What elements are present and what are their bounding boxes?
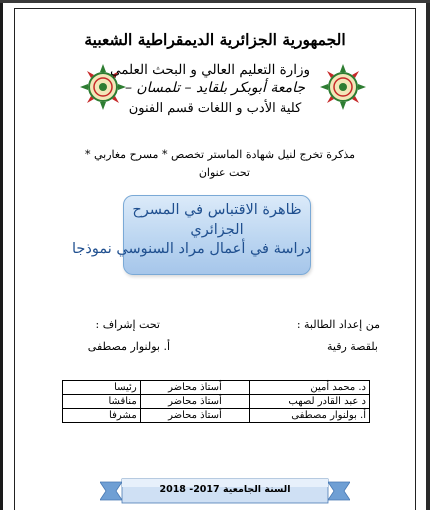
window-frame-top: [0, 0, 430, 3]
republic-heading: الجمهورية الجزائرية الديمقراطية الشعبية: [84, 30, 346, 49]
supervision-label: تحت إشراف :: [95, 318, 160, 331]
jury-member-name: أ. بولنوار مصطفى: [250, 409, 370, 423]
faculty-line: كلية الأدب و اللغات قسم الفنون: [128, 101, 302, 116]
jury-member-name: د عبد القادر لصهب: [250, 395, 370, 409]
thesis-title-line-3: دراسة في أعمال مراد السنوسي نموذجا: [72, 241, 311, 257]
thesis-title-line-2: الجزائري: [190, 222, 244, 238]
memo-line: مذكرة تخرج لنيل شهادة الماستر تخصص * مسرح مغاربي *: [84, 148, 356, 161]
table-row: [63, 395, 370, 409]
ministry-line: وزارة التعليم العالي و البحث العلمي: [109, 62, 310, 78]
thesis-title-line-1: ظاهرة الاقتباس في المسرح: [132, 202, 302, 218]
university-line: جامعة أبوبكر بلقايد – تلمسان –: [124, 80, 306, 96]
jury-member-role: مناقشا: [63, 395, 141, 409]
jury-member-grade: أستاذ محاضر: [140, 381, 250, 395]
jury-member-role: مشرفا: [63, 409, 141, 423]
jury-member-grade: أستاذ محاضر: [140, 409, 250, 423]
university-emblem-icon: [318, 62, 368, 112]
table-row: [63, 381, 370, 395]
jury-member-name: د. محمد أمين: [250, 381, 370, 395]
student-name: بلقصة رقية: [327, 340, 378, 353]
table-row: [63, 409, 370, 423]
jury-member-role: رئيسا: [63, 381, 141, 395]
jury-table: [62, 380, 370, 423]
prepared-by-label: من إعداد الطالبة :: [296, 318, 380, 331]
supervisor-name: أ. بولنوار مصطفى: [87, 340, 170, 353]
academic-year: السنة الجامعية 2017- 2018: [159, 484, 291, 495]
window-frame-left: [0, 0, 3, 510]
window-frame-right: [426, 0, 430, 510]
jury-member-grade: أستاذ محاضر: [140, 395, 250, 409]
under-title-label: تحت عنوان: [198, 166, 250, 179]
